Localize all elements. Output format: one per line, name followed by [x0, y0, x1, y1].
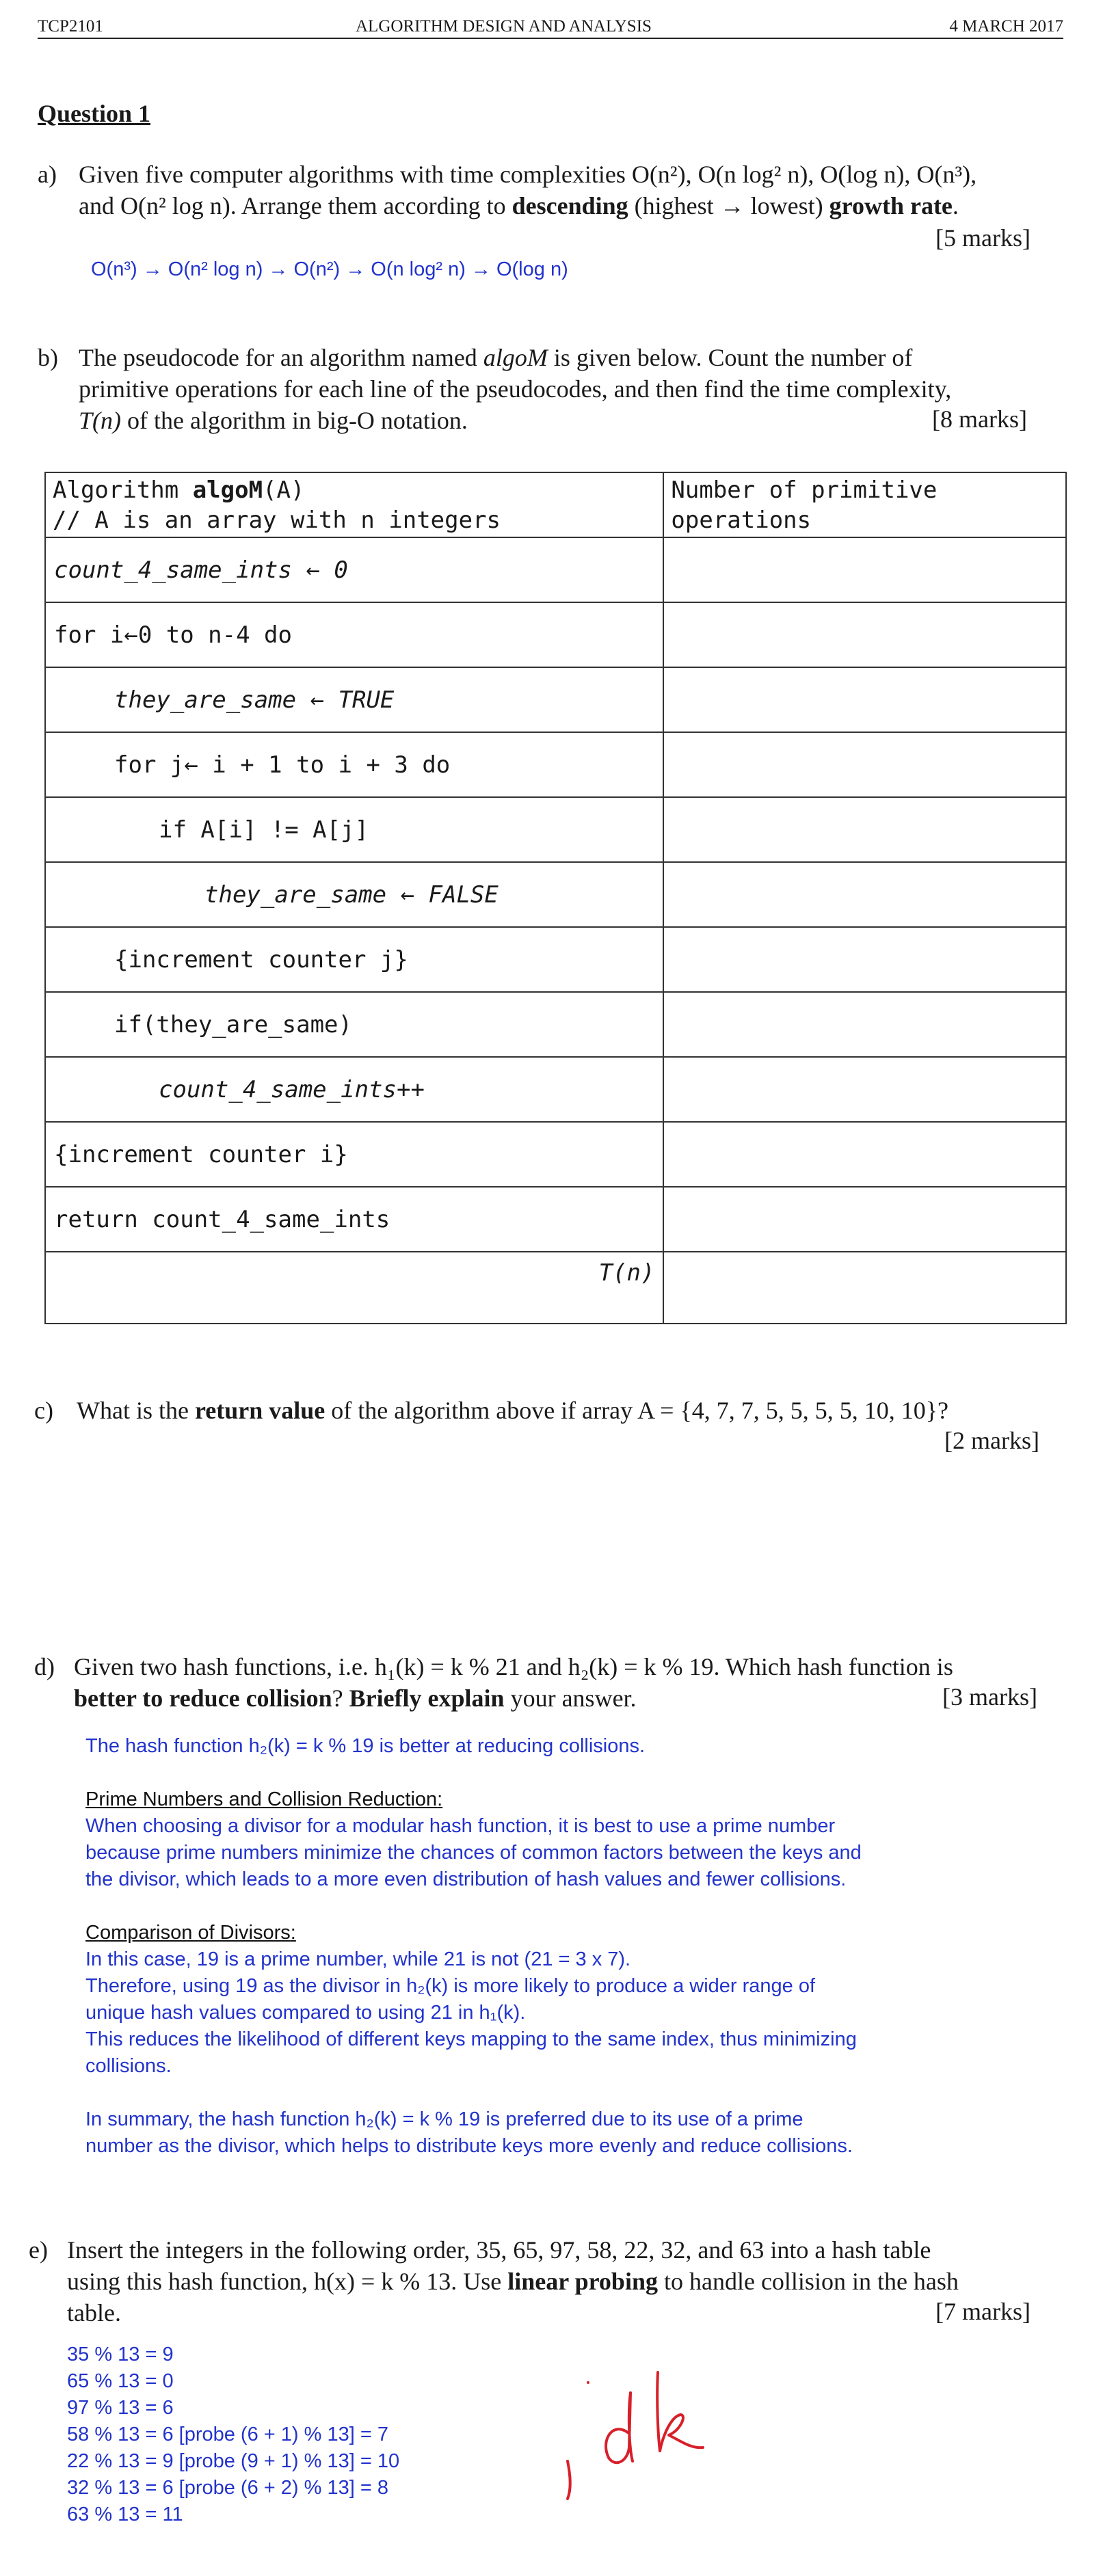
page-header: [38, 17, 1063, 39]
part-b-line1: [79, 342, 1070, 373]
table-row: [45, 602, 1066, 667]
part-c-text: What is the: [77, 1397, 195, 1424]
pseudocode-line: count_4_same_ints++: [159, 1075, 425, 1103]
part-d-mid: ?: [332, 1685, 349, 1712]
hash-step: 65 % 13 = 0: [67, 2370, 174, 2392]
table-row: [45, 1122, 1066, 1187]
part-a-text: and O(n² log n). Arrange them according to: [79, 192, 512, 219]
para3-line: number as the divisor, which helps to distribute keys more evenly and reduce collisions.: [85, 2135, 853, 2157]
answer-intro: The hash function h₂(k) = k % 19 is better at reducing collisions.: [85, 1735, 646, 1757]
course-code: TCP2101: [38, 17, 103, 36]
part-d-answer: [85, 1733, 1057, 2160]
pseudocode-table: [44, 472, 1067, 1324]
table-row: [45, 797, 1066, 862]
exam-date: 4 MARCH 2017: [949, 17, 1063, 36]
part-a-answer: O(n³) → O(n² log n) → O(n²) → O(n log² n) → O(log n): [91, 258, 568, 280]
part-e-marks: [7 marks]: [935, 2298, 1031, 2325]
ops-cell: [663, 667, 1066, 732]
pseudocode-line: for j← i + 1 to i + 3 do: [114, 751, 451, 779]
table-row: [45, 537, 1066, 602]
algorithm-comment: // A is an array with n integers: [53, 506, 501, 534]
hash-step: 22 % 13 = 9 [probe (9 + 1) % 13] = 10: [67, 2450, 400, 2472]
algorithm-keyword: Algorithm: [53, 476, 193, 504]
part-a-question: [79, 159, 1070, 222]
table-row: [45, 862, 1066, 927]
part-b-line3: [79, 405, 1070, 436]
question-title: Question 1: [38, 100, 151, 127]
heading1-text: Prime Numbers and Collision Reduction: [85, 1788, 438, 1810]
part-d-end: your answer.: [504, 1685, 637, 1712]
table-row: [45, 667, 1066, 732]
pseudocode-line: they_are_same ← TRUE: [114, 686, 395, 714]
part-a-marks: [5 marks]: [935, 224, 1031, 252]
hash-step: 35 % 13 = 9: [67, 2344, 174, 2365]
table-header-algorithm: [45, 472, 663, 537]
part-c-text-post: of the algorithm above if array A = {4, 7, 7, 5, 5, 5, 5, 10, 10}?: [325, 1397, 948, 1424]
algorithm-arg: (A): [263, 476, 305, 504]
part-a-text-end: .: [952, 192, 959, 219]
pseudocode-line: return count_4_same_ints: [54, 1205, 390, 1233]
ops-cell: [663, 992, 1066, 1057]
part-e-text: using this hash function, h(x) = k % 13. Use: [67, 2268, 508, 2295]
table-header-row: [45, 472, 1066, 537]
part-a-label: a): [38, 161, 57, 188]
ops-cell: [663, 1057, 1066, 1122]
table-row-tn: [45, 1252, 1066, 1324]
hash-step: 97 % 13 = 6: [67, 2397, 174, 2419]
part-b-line2: primitive operations for each line of the pseudocodes, and then find the time complexity,: [79, 375, 952, 403]
ops-cell: [663, 1122, 1066, 1187]
part-e-line2: [67, 2266, 1093, 2297]
para2-line: This reduces the likelihood of different keys mapping to the same index, thus minimizing: [85, 2028, 857, 2050]
pseudocode-line: count_4_same_ints ← 0: [54, 556, 348, 584]
heading-comparison: Comparison of Divisors:: [85, 1922, 296, 1944]
part-b-tn: T(n): [79, 407, 121, 434]
handwritten-idk: [547, 2352, 725, 2516]
part-b-text-post: is given below. Count the number of: [547, 344, 913, 371]
pseudocode-line: for i←0 to n-4 do: [54, 621, 292, 649]
part-b-line3-text: of the algorithm in big-O notation.: [121, 407, 468, 434]
para3-line: In summary, the hash function h₂(k) = k % 19 is preferred due to its use of a prime: [85, 2108, 803, 2130]
hash-step: 32 % 13 = 6 [probe (6 + 2) % 13] = 8: [67, 2477, 388, 2499]
ops-header-line1: Number of primitive: [671, 476, 938, 504]
table-row: [45, 1187, 1066, 1252]
para1-line: because prime numbers minimize the chances of common factors between the keys and: [85, 1842, 862, 1864]
para1-line: the divisor, which leads to a more even distribution of hash values and fewer collisions.: [85, 1868, 847, 1890]
part-d-marks: [3 marks]: [942, 1683, 1037, 1710]
part-e-line1: Insert the integers in the following order, 35, 65, 97, 58, 22, 32, and 63 into a hash table: [67, 2236, 931, 2264]
para2-line: In this case, 19 is a prime number, while 21 is not (21 = 3 x 7).: [85, 1948, 631, 1970]
part-c-bold: return value: [194, 1397, 326, 1424]
ops-cell: [663, 537, 1066, 602]
part-d-bold1: better to reduce collision: [74, 1685, 332, 1712]
algorithm-signature: [53, 475, 663, 505]
hash-step: 63 % 13 = 11: [67, 2504, 183, 2525]
table-row: [45, 992, 1066, 1057]
tn-cell: [663, 1252, 1066, 1324]
ops-cell: [663, 602, 1066, 667]
pseudocode-line: if A[i] != A[j]: [159, 816, 369, 844]
part-a-line2: [79, 190, 1070, 222]
ops-cell: [663, 732, 1066, 797]
table-row: [45, 927, 1066, 992]
ops-cell: [663, 797, 1066, 862]
pseudocode-line: they_are_same ← FALSE: [204, 881, 499, 909]
ops-cell: [663, 927, 1066, 992]
part-c-question: [77, 1395, 1068, 1426]
pseudocode-line: {increment counter i}: [54, 1140, 348, 1168]
part-c-marks: [2 marks]: [944, 1427, 1039, 1454]
para1-line: When choosing a divisor for a modular hash function, it is best to use a prime number: [85, 1815, 836, 1837]
part-e-answer: [67, 2342, 399, 2528]
part-e-label: e): [29, 2236, 48, 2264]
part-a-bold-growth: growth rate: [829, 192, 953, 219]
course-title: ALGORITHM DESIGN AND ANALYSIS: [356, 17, 652, 36]
part-a-line1: Given five computer algorithms with time complexities O(n²), O(n log² n), O(log n), O(n³),: [79, 161, 977, 188]
pseudocode-line: {increment counter j}: [114, 945, 408, 974]
part-a-text-mid: (highest → lowest): [628, 192, 829, 219]
para2-line: unique hash values compared to using 21 in h₁(k).: [85, 2002, 526, 2024]
part-e-line3: table.: [67, 2299, 121, 2326]
table-header-ops: [663, 472, 1066, 537]
para2-line: collisions.: [85, 2055, 172, 2077]
part-d-line2: [74, 1682, 1079, 1714]
algorithm-name: algoM: [192, 476, 263, 504]
tn-label: T(n): [598, 1259, 655, 1287]
part-a-bold-descending: descending: [512, 192, 628, 219]
ops-cell: [663, 1187, 1066, 1252]
part-e-bold: linear probing: [507, 2268, 658, 2295]
heading-prime-numbers: Prime Numbers and Collision Reduction:: [85, 1788, 443, 1810]
part-d-label: d): [34, 1653, 55, 1680]
pseudocode-line: if(they_are_same): [114, 1010, 352, 1038]
ops-header-line2: operations: [671, 506, 812, 534]
ops-cell: [663, 862, 1066, 927]
heading2-text: Comparison of Divisors: [85, 1922, 291, 1944]
part-b-label: b): [38, 344, 58, 371]
table-row: [45, 732, 1066, 797]
part-b-text: The pseudocode for an algorithm named: [79, 344, 483, 371]
part-b-question: [79, 342, 1070, 436]
hash-step: 58 % 13 = 6 [probe (6 + 1) % 13] = 7: [67, 2424, 388, 2445]
table-row: [45, 1057, 1066, 1122]
part-b-marks: [8 marks]: [932, 405, 1027, 433]
para2-line: Therefore, using 19 as the divisor in h₂(k) is more likely to produce a wider range of: [85, 1975, 816, 1997]
part-d-question: [74, 1651, 1079, 1714]
part-e-text-post: to handle collision in the hash: [657, 2268, 959, 2295]
part-c-label: c): [34, 1397, 53, 1424]
part-d-bold2: Briefly explain: [349, 1685, 505, 1712]
part-d-line1: Given two hash functions, i.e. h₁(k) = k % 21 and h₂(k) = k % 19. Which hash function is: [74, 1653, 953, 1680]
part-b-algo-name: algoM: [483, 344, 548, 371]
